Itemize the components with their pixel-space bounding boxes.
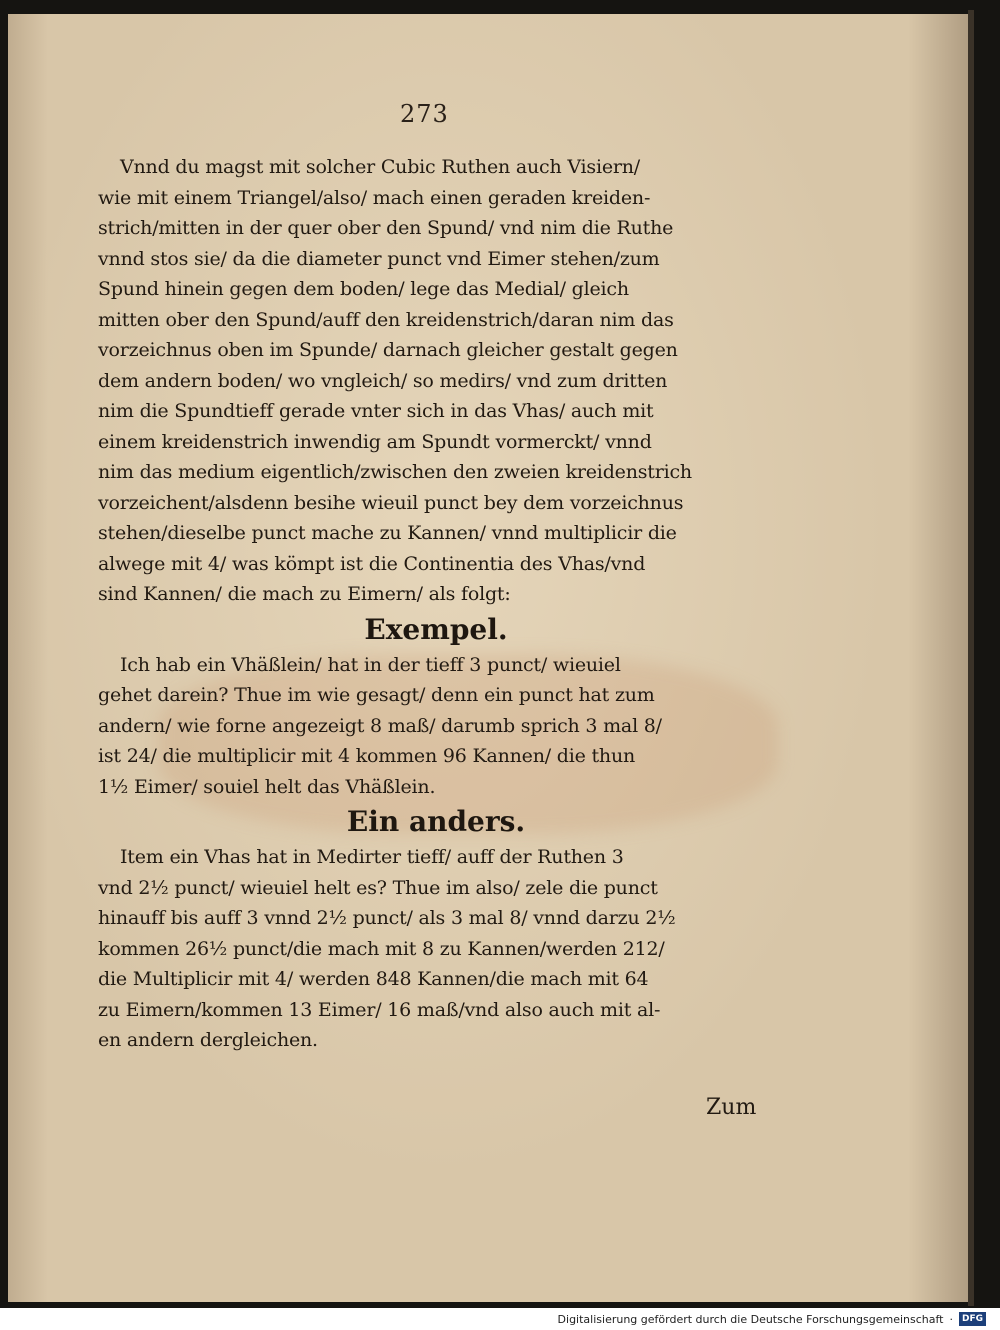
- text-line: vnnd stos sie/ da die diameter punct vnd Eimer stehen/zum: [98, 247, 660, 270]
- text-line: mitten ober den Spund/auff den kreidenstrich/daran nim das: [98, 308, 674, 331]
- page-text: [98, 152, 774, 1056]
- page-edge: [968, 10, 974, 1306]
- text-line: alwege mit 4/ was kömpt ist die Continentia des Vhas/vnd: [98, 552, 646, 575]
- text-line: sind Kannen/ die mach zu Eimern/ als folgt:: [98, 583, 511, 605]
- text-line: nim das medium eigentlich/zwischen den zweien kreidenstrich: [98, 461, 692, 483]
- text-line: ist 24/ die multiplicir mit 4 kommen 96 Kannen/ die thun: [98, 745, 636, 767]
- text-line: zu Eimern/kommen 13 Eimer/ 16 maß/vnd also auch mit al-: [98, 998, 661, 1021]
- text-line: dem andern boden/ wo vngleich/ so medirs/ vnd zum dritten: [98, 369, 668, 392]
- paragraph-1: [98, 152, 774, 610]
- section-heading-exempel: Exempel.: [364, 612, 508, 646]
- digitization-footer: [558, 1310, 986, 1328]
- text-line: en andern dergleichen.: [98, 1029, 318, 1051]
- text-line: einem kreidenstrich inwendig am Spundt vormerckt/ vnnd: [98, 430, 652, 453]
- catchword: Zum: [706, 1095, 757, 1120]
- text-line: vorzeichent/alsdenn besihe wieuil punct bey dem vorzeichnus: [98, 491, 684, 514]
- dfg-logo-icon: DFG: [959, 1312, 986, 1326]
- text-line: Vnnd du magst mit solcher Cubic Ruthen auch Visiern/: [120, 156, 641, 178]
- text-line: Spund hinein gegen dem boden/ lege das Medial/ gleich: [98, 278, 629, 300]
- text-line: vorzeichnus oben im Spunde/ darnach gleicher gestalt gegen: [98, 339, 678, 361]
- text-line: 1½ Eimer/ souiel helt das Vhäßlein.: [98, 775, 436, 798]
- paragraph-3: [98, 842, 774, 1056]
- text-line: Item ein Vhas hat in Medirter tieff/ auff der Ruthen 3: [120, 846, 624, 868]
- section-heading-ein-anders: Ein anders.: [346, 805, 526, 838]
- text-line: hinauff bis auff 3 vnnd 2½ punct/ als 3 mal 8/ vnnd darzu 2½: [98, 907, 676, 929]
- paragraph-2: [98, 650, 774, 803]
- text-line: die Multiplicir mit 4/ werden 848 Kannen/die mach mit 64: [98, 968, 649, 990]
- text-line: nim die Spundtieff gerade vnter sich in das Vhas/ auch mit: [98, 400, 654, 422]
- text-line: vnd 2½ punct/ wieuiel helt es? Thue im also/ zele die punct: [98, 876, 658, 899]
- text-line: strich/mitten in der quer ober den Spund/ vnd nim die Ruthe: [98, 217, 674, 239]
- text-line: kommen 26½ punct/die mach mit 8 zu Kannen/werden 212/: [98, 937, 665, 960]
- footer-separator-icon: ·: [949, 1312, 953, 1326]
- page-number: 273: [400, 100, 449, 128]
- text-line: wie mit einem Triangel/also/ mach einen geraden kreiden-: [98, 186, 651, 209]
- text-line: stehen/dieselbe punct mache zu Kannen/ vnnd multiplicir die: [98, 522, 677, 544]
- footer-credit: Digitalisierung gefördert durch die Deutsche Forschungsgemeinschaft: [557, 1312, 944, 1326]
- text-line: gehet darein? Thue im wie gesagt/ denn ein punct hat zum: [98, 684, 655, 706]
- text-line: andern/ wie forne angezeigt 8 maß/ darumb sprich 3 mal 8/: [98, 714, 662, 737]
- text-line: Ich hab ein Vhäßlein/ hat in der tieff 3 punct/ wieuiel: [120, 653, 621, 676]
